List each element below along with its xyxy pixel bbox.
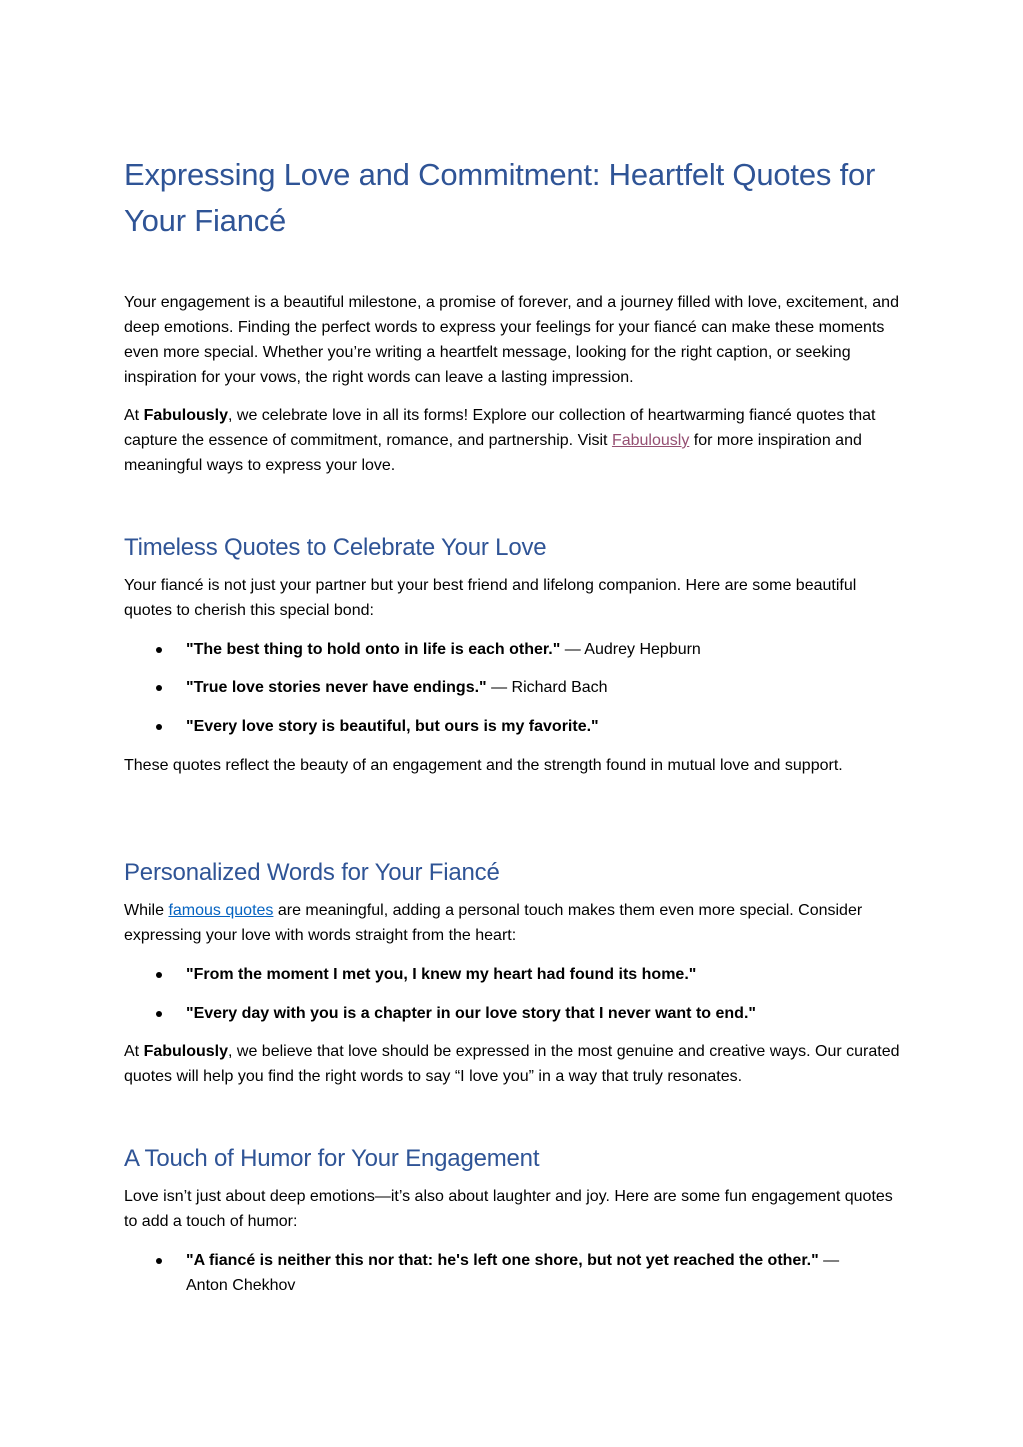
text-run: are meaningful, adding a personal touch makes them even more special. Consider expressing your love with words straight from the heart: [124, 902, 863, 944]
bullet-icon [156, 972, 162, 978]
text-run: for more inspiration and meaningful ways to express your love. [124, 432, 862, 474]
quote-author: — Richard Bach [486, 679, 608, 696]
text-run: , we celebrate love in all its forms! Explore our collection of heartwarming fiancé quotes that capture the essence of commitment, romance, and partnership. Visit [124, 407, 876, 449]
bullet-icon [156, 1011, 162, 1017]
list-item [156, 1001, 876, 1026]
quote-text: "Every love story is beautiful, but ours is my favorite." [186, 718, 599, 735]
bullet-icon [156, 1258, 162, 1264]
quote-text: "Every day with you is a chapter in our love story that I never want to end." [186, 1005, 756, 1022]
brand-name: Fabulously [143, 407, 229, 424]
quote-text: "True love stories never have endings." [186, 679, 487, 696]
text-run: At [124, 1043, 144, 1060]
brand-name: Fabulously [143, 1043, 229, 1060]
list-item [156, 1248, 876, 1298]
quote-author: — Anton Chekhov [186, 1252, 840, 1294]
list-item [156, 714, 876, 739]
section-lead: Love isn’t just about deep emotions—it’s also about laughter and joy. Here are some fun engagement quotes to add a touch of humor: [124, 1188, 893, 1230]
list-item [156, 962, 876, 987]
quote-author: — Audrey Hepburn [560, 641, 701, 658]
quote-text: "The best thing to hold onto in life is each other." [186, 641, 561, 658]
fabulously-link[interactable]: Fabulously [611, 432, 690, 449]
page-title: Expressing Love and Commitment: Heartfelt Quotes for Your Fiancé [124, 157, 876, 238]
bullet-icon [156, 647, 162, 653]
quote-text: "From the moment I met you, I knew my heart had found its home." [186, 966, 697, 983]
bullet-icon [156, 724, 162, 730]
section-lead [124, 898, 904, 948]
section-closing [124, 1039, 904, 1089]
text-run: , we believe that love should be expressed in the most genuine and creative ways. Our curated quotes will help you find the right words to say “I love you” in a way that truly resonates. [124, 1043, 900, 1085]
list-item [156, 637, 876, 662]
section-heading-timeless: Timeless Quotes to Celebrate Your Love [124, 534, 547, 561]
section-closing: These quotes reflect the beauty of an engagement and the strength found in mutual love and support. [124, 757, 843, 774]
section-heading-personalized: Personalized Words for Your Fiancé [124, 859, 500, 886]
bullet-icon [156, 685, 162, 691]
section-heading-humor: A Touch of Humor for Your Engagement [124, 1145, 540, 1172]
intro-paragraph: Your engagement is a beautiful milestone, a promise of forever, and a journey filled with love, excitement, and deep emotions. Finding the perfect words to express your feelings for your fiancé can make these moments even more special. Whether you’re writing a heartfelt message, looking for the right caption, or seeking inspiration for your vows, the right words can leave a lasting impression. [124, 294, 899, 386]
text-run: At [124, 407, 144, 424]
intro-paragraph-2 [124, 403, 904, 478]
list-item [156, 675, 876, 700]
section-lead: Your fiancé is not just your partner but your best friend and lifelong companion. Here are some beautiful quotes to cherish this special bond: [124, 577, 857, 619]
text-run: While [124, 902, 169, 919]
famous-quotes-link[interactable]: famous quotes [168, 902, 274, 919]
quote-text: "A fiancé is neither this nor that: he's left one shore, but not yet reached the other." [186, 1252, 819, 1269]
